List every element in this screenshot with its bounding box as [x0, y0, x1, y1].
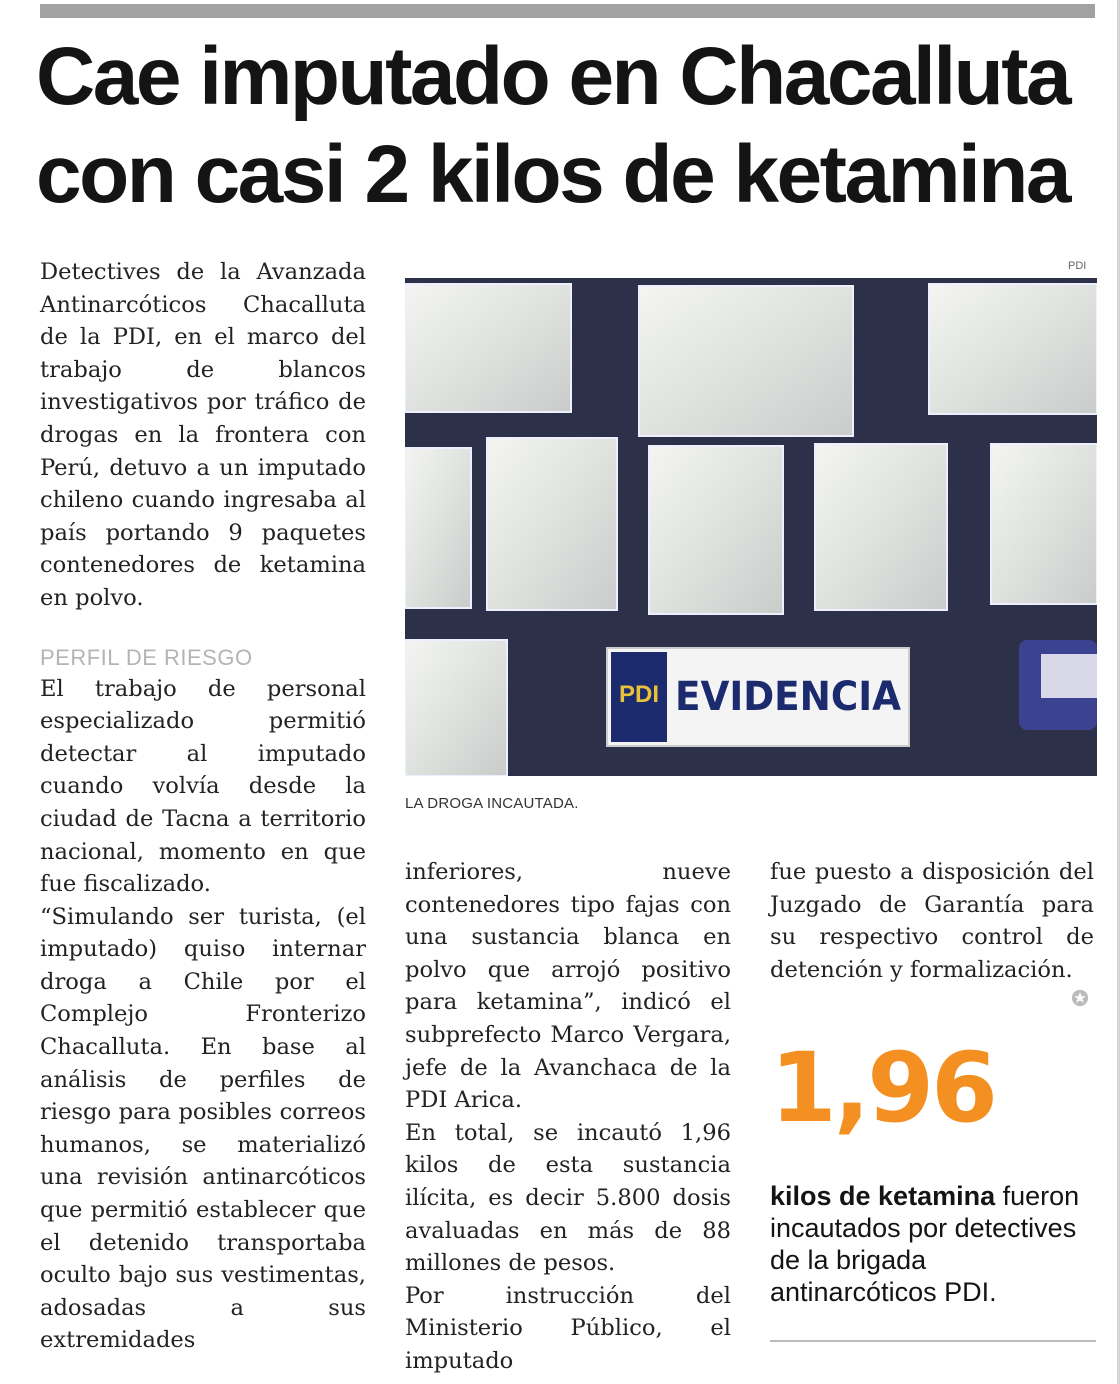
- paragraph: Detectives de la Avanzada Antinarcóticos Chacalluta de la PDI, en el marco del trabajo de blancos investigativos por tráfico de drogas en la frontera con Perú, detuvo a un imputado chileno cuando ingresaba al país portando 9 paquetes contenedores de ketamina en polvo.: [40, 259, 366, 611]
- evidence-label: [607, 648, 909, 746]
- paragraph: El trabajo de personal especializado permitió detectar al imputado cuando volvía desde la ciudad de Tacna a territorio nacional, momento en que fue fiscalizado.: [40, 675, 366, 898]
- paragraph: Por instrucción del Ministerio Público, el imputado: [405, 1282, 731, 1374]
- headline: Cae imputado en Chacalluta con casi 2 kilos de ketamina: [36, 31, 1070, 220]
- package: [649, 446, 783, 614]
- top-rule: [40, 4, 1095, 18]
- star-icon: [1071, 989, 1089, 1007]
- package: [929, 284, 1097, 414]
- photo-drug-packages: [405, 278, 1097, 776]
- package: [815, 444, 947, 610]
- package: [405, 448, 471, 608]
- package: [405, 640, 507, 776]
- evidence-text: EVIDENCIA: [675, 674, 902, 720]
- package: [639, 286, 853, 436]
- stat-number: 1,96: [770, 1032, 995, 1144]
- stat-text: [770, 1180, 1100, 1308]
- column-3: [770, 856, 1094, 986]
- stat-bold: kilos de ketamina: [770, 1181, 996, 1211]
- paragraph: fue puesto a disposición del Juzgado de Garantía para su respectivo control de detención y formalización.: [770, 859, 1094, 983]
- bottom-rule: [770, 1340, 1096, 1342]
- package: [487, 438, 617, 610]
- evidence-logo: PDI: [618, 681, 660, 708]
- photo-credit: PDI: [1068, 260, 1087, 272]
- column-1: [40, 256, 366, 1357]
- package: [405, 284, 571, 412]
- package: [991, 444, 1097, 604]
- paragraph: inferiores, nueve contenedores tipo fajas con una sustancia blanca en polvo que arrojó positivo para ketamina”, indicó el subprefecto Marco Vergara, jefe de la Avanchaca de la PDI Arica.: [405, 859, 731, 1114]
- stat-rest: fueron incautados por detectives de la brigada antinarcóticos PDI.: [770, 1181, 1080, 1307]
- column-2: [405, 856, 731, 1378]
- subhead: PERFIL DE RIESGO: [40, 644, 253, 670]
- photo-caption: LA DROGA INCAUTADA.: [405, 795, 579, 812]
- paragraph: “Simulando ser turista, (el imputado) quiso internar droga a Chile por el Complejo Fronterizo Chacalluta. En base al análisis de perfiles de riesgo para posibles correos humanos, se materializó una revisión antinarcóticos que permitió establecer que el detenido transportaba oculto bajo sus vestimentas, adosadas a sus extremidades: [40, 903, 366, 1354]
- paragraph: En total, se incautó 1,96 kilos de esta sustancia ilícita, es decir 5.800 dosis avaluadas en más de 88 millones de pesos.: [405, 1119, 731, 1277]
